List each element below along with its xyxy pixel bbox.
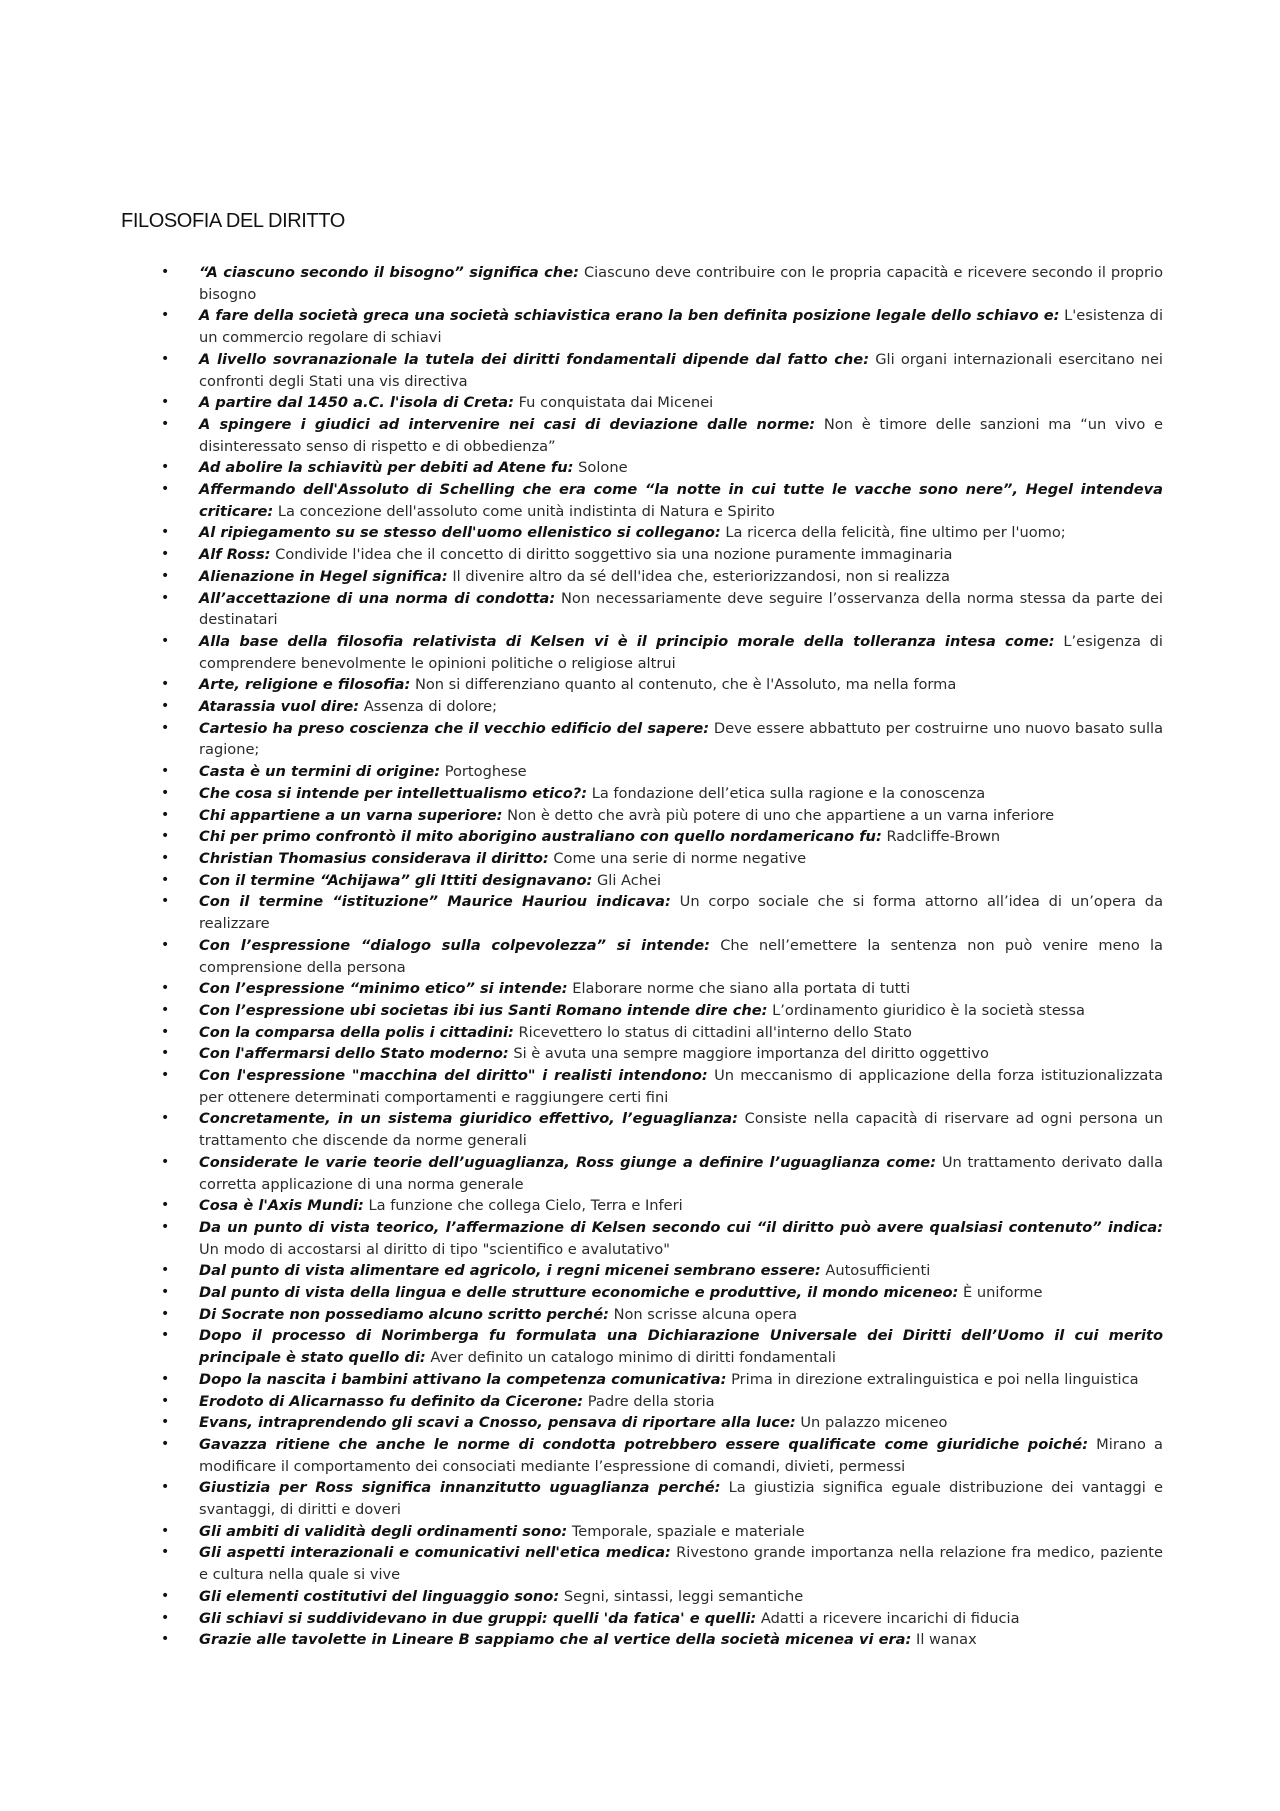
answer-text: Un corpo sociale che si forma attorno all’idea di un’opera da realizzare — [199, 893, 1164, 933]
list-item — [199, 935, 1163, 978]
list-item — [199, 848, 1163, 870]
answer-text: Non scrisse alcuna opera — [613, 1305, 798, 1323]
question-text: Affermando dell'Assoluto di Schelling che era come “la notte in cui tutte le vacche sono nere”, Hegel intendeva criticare: — [199, 481, 1163, 520]
list-item — [199, 1195, 1163, 1217]
answer-text: Solone — [578, 459, 628, 477]
list-item — [199, 1521, 1163, 1543]
answer-text: Come una serie di norme negative — [553, 849, 807, 867]
list-item — [199, 1608, 1163, 1630]
answer-text: Assenza di dolore; — [363, 698, 498, 716]
question-text: Dopo il processo di Norimberga fu formulata una Dichiarazione Universale dei Diritti dell’Uomo il cui merito principale è stato quello di: — [199, 1327, 1163, 1367]
answer-text: Un meccanismo di applicazione della forza istituzionalizzata per ottenere determinati comportamenti e raggiungere certi fini — [199, 1067, 1164, 1106]
list-item — [199, 1369, 1163, 1391]
answer-text: Radcliffe-Brown — [886, 828, 1001, 846]
list-item — [199, 1586, 1163, 1608]
question-text: “A ciascuno secondo il bisogno” significa che: — [199, 264, 579, 281]
answer-text: La concezione dell'assoluto come unità indistinta di Natura e Spirito — [277, 502, 775, 520]
question-text: Con il termine “Achijawa” gli Ittiti designavano: — [199, 871, 593, 889]
list-item — [199, 1217, 1163, 1260]
list-item — [199, 870, 1163, 892]
question-text: Evans, intraprendendo gli scavi a Cnosso, pensava di riportare alla luce: — [199, 1414, 796, 1432]
list-item — [199, 1412, 1163, 1434]
list-item — [199, 891, 1163, 934]
question-text: Ad abolire la schiavitù per debiti ad Atene fu: — [199, 459, 574, 477]
question-text: All’accettazione di una norma di condotta: — [199, 589, 556, 607]
answer-text: Un modo di accostarsi al diritto di tipo "scientifico e avalutativo" — [199, 1240, 670, 1258]
list-item — [199, 544, 1163, 566]
question-text: Alienazione in Hegel significa: — [199, 567, 448, 585]
list-item — [199, 783, 1163, 805]
list-item — [199, 1304, 1163, 1326]
list-item — [199, 1391, 1163, 1413]
list-item — [199, 761, 1163, 783]
list-item — [199, 1043, 1163, 1065]
list-item — [199, 1065, 1163, 1108]
answer-text: Padre della storia — [587, 1392, 715, 1410]
list-item — [199, 522, 1163, 544]
question-text: Christian Thomasius considerava il diritto: — [199, 849, 549, 867]
question-text: A livello sovranazionale la tutela dei diritti fondamentali dipende dal fatto che: — [199, 350, 870, 368]
question-text: Cosa è l'Axis Mundi: — [199, 1197, 364, 1215]
question-text: Con la comparsa della polis i cittadini: — [199, 1023, 514, 1041]
list-item — [199, 1108, 1163, 1151]
list-item — [199, 718, 1163, 761]
list-item — [199, 1000, 1163, 1022]
question-text: Gli aspetti interazionali e comunicativi nell'etica medica: — [199, 1544, 671, 1562]
list-item — [199, 805, 1163, 827]
question-text: Dal punto di vista alimentare ed agricolo, i regni micenei sembrano essere: — [199, 1262, 821, 1280]
list-item — [199, 978, 1163, 1000]
answer-text: Si è avuta una sempre maggiore importanza del diritto oggettivo — [513, 1045, 989, 1063]
question-text: Chi per primo confrontò il mito aborigino australiano con quello nordamericano fu: — [199, 828, 882, 846]
answer-text: Mirano a modificare il comportamento dei consociati mediante l’espressione di comandi, divieti, permessi — [199, 1435, 1164, 1475]
question-text: Che cosa si intende per intellettualismo etico?: — [199, 784, 588, 802]
list-item — [199, 1542, 1163, 1585]
answer-text: Portoghese — [444, 763, 527, 781]
answer-text: La funzione che collega Cielo, Terra e Inferi — [368, 1197, 683, 1215]
list-item — [199, 414, 1163, 457]
list-item — [199, 1325, 1163, 1368]
answer-text: L’esigenza di comprendere benevolmente le opinioni politiche o religiose altrui — [199, 632, 1163, 672]
list-item — [199, 1022, 1163, 1044]
answer-text: È uniforme — [963, 1284, 1043, 1302]
answer-text: La ricerca della felicità, fine ultimo per l'uomo; — [725, 524, 1066, 542]
question-text: A spingere i giudici ad intervenire nei casi di deviazione dalle norme: — [199, 415, 816, 433]
question-text: Concretamente, in un sistema giuridico effettivo, l’eguaglianza: — [199, 1110, 738, 1128]
list-item — [199, 696, 1163, 718]
question-text: Alla base della filosofia relativista di Kelsen vi è il principio morale della tolleranza intesa come: — [199, 632, 1055, 650]
answer-text: Non è detto che avrà più potere di uno che appartiene a un varna inferiore — [507, 806, 1055, 824]
list-item — [199, 349, 1163, 392]
question-text: Gli elementi costitutivi del linguaggio sono: — [199, 1587, 560, 1605]
question-text: Erodoto di Alicarnasso fu definito da Cicerone: — [199, 1392, 584, 1410]
question-text: Gli ambiti di validità degli ordinamenti sono: — [199, 1522, 568, 1540]
list-item — [199, 631, 1163, 674]
answer-text: Un trattamento derivato dalla corretta applicazione di una norma generale — [199, 1153, 1164, 1193]
question-text: Considerate le varie teorie dell’uguaglianza, Ross giunge a definire l’uguaglianza come: — [199, 1153, 937, 1171]
answer-text: Segni, sintassi, leggi semantiche — [563, 1587, 804, 1605]
question-text: Dopo la nascita i bambini attivano la competenza comunicativa: — [199, 1370, 727, 1388]
question-text: Con l’espressione ubi societas ibi ius Santi Romano intende dire che: — [199, 1001, 768, 1019]
question-text: Chi appartiene a un varna superiore: — [199, 806, 503, 824]
document-title: FILOSOFIA DEL DIRITTO — [121, 210, 345, 232]
answer-text: Il wanax — [916, 1631, 977, 1649]
list-item — [199, 457, 1163, 479]
question-text: Con l’espressione “minimo etico” si intende: — [199, 980, 568, 998]
answer-text: L’ordinamento giuridico è la società stessa — [772, 1001, 1085, 1019]
answer-text: Aver definito un catalogo minimo di diritti fondamentali — [430, 1349, 836, 1367]
answer-text: Deve essere abbattuto per costruirne uno nuovo basato sulla ragione; — [199, 719, 1164, 759]
answer-text: Ciascuno deve contribuire con le propria capacità e ricevere secondo il proprio bisogno — [199, 264, 1163, 303]
question-text: Cartesio ha preso coscienza che il vecchio edificio del sapere: — [199, 719, 710, 737]
answer-text: Temporale, spaziale e materiale — [571, 1522, 805, 1540]
answer-text: Consiste nella capacità di riservare ad ogni persona un trattamento che discende da norme generali — [199, 1110, 1163, 1150]
question-text: Atarassia vuol dire: — [199, 698, 360, 716]
question-text: Giustizia per Ross significa innanzitutto uguaglianza perché: — [199, 1479, 721, 1497]
question-text: Con il termine “istituzione” Maurice Hauriou indicava: — [199, 893, 671, 911]
question-text: Alf Ross: — [199, 546, 271, 564]
list-item — [199, 826, 1163, 848]
question-text: Da un punto di vista teorico, l’affermazione di Kelsen secondo cui “il diritto può avere qualsiasi contenuto” indica: — [199, 1218, 1163, 1236]
question-text: A partire dal 1450 a.C. l'isola di Creta: — [199, 394, 514, 412]
answer-text: Non si differenziano quanto al contenuto, che è l'Assoluto, ma nella forma — [414, 676, 957, 694]
answer-text: Prima in direzione extralinguistica e poi nella linguistica — [731, 1370, 1139, 1388]
question-text: Di Socrate non possediamo alcuno scritto perché: — [199, 1305, 609, 1323]
question-text: Gavazza ritiene che anche le norme di condotta potrebbero essere qualificate come giuridiche poiché: — [199, 1435, 1089, 1453]
answer-text: La giustizia significa eguale distribuzione dei vantaggi e svantaggi, di diritti e doveri — [199, 1479, 1164, 1519]
answer-text: Elaborare norme che siano alla portata di tutti — [572, 980, 911, 998]
question-text: Al ripiegamento su se stesso dell'uomo ellenistico si collegano: — [199, 524, 721, 542]
list-item — [199, 392, 1163, 414]
answer-text: Che nell’emettere la sentenza non può venire meno la comprensione della persona — [199, 936, 1163, 976]
list-item — [199, 674, 1163, 696]
answer-text: Non necessariamente deve seguire l’osservanza della norma stessa da parte dei destinatari — [199, 589, 1163, 629]
list-item — [199, 1282, 1163, 1304]
answer-text: Autosufficienti — [825, 1262, 931, 1280]
list-item — [199, 588, 1163, 631]
list-item — [199, 1152, 1163, 1195]
question-text: Arte, religione e filosofia: — [199, 676, 411, 694]
answer-text: L'esistenza di un commercio regolare di schiavi — [199, 307, 1164, 347]
answer-text: Fu conquistata dai Micenei — [518, 394, 714, 412]
list-item — [199, 262, 1163, 305]
list-item — [199, 305, 1163, 348]
question-text: Dal punto di vista della lingua e delle strutture economiche e produttive, il mondo miceneo: — [199, 1284, 959, 1302]
list-item — [199, 1477, 1163, 1520]
question-text: Gli schiavi si suddividevano in due gruppi: quelli 'da fatica' e quelli: — [199, 1609, 757, 1627]
question-text: A fare della società greca una società schiavistica erano la ben definita posizione legale dello schiavo e: — [199, 307, 1060, 325]
answer-text: Il divenire altro da sé dell'idea che, esteriorizzandosi, non si realizza — [452, 567, 950, 585]
answer-text: Condivide l'idea che il concetto di diritto soggettivo sia una nozione puramente immaginaria — [275, 546, 953, 564]
list-item — [199, 566, 1163, 588]
answer-text: La fondazione dell’etica sulla ragione e la conoscenza — [591, 784, 986, 802]
answer-text: Gli organi internazionali esercitano nei confronti degli Stati una vis directiva — [199, 350, 1163, 390]
answer-text: Rivestono grande importanza nella relazione fra medico, paziente e cultura nella quale si vive — [199, 1544, 1163, 1584]
list-item — [199, 1260, 1163, 1282]
question-text: Grazie alle tavolette in Lineare B sappiamo che al vertice della società micenea vi era: — [199, 1631, 912, 1649]
question-text: Con l'affermarsi dello Stato moderno: — [199, 1045, 509, 1063]
list-item — [199, 479, 1163, 522]
list-item — [199, 1629, 1163, 1651]
question-text: Casta è un termini di origine: — [199, 763, 441, 781]
question-text: Con l'espressione "macchina del diritto" i realisti intendono: — [199, 1067, 708, 1085]
answer-text: Adatti a ricevere incarichi di fiducia — [760, 1609, 1020, 1627]
answer-text: Non è timore delle sanzioni ma “un vivo e disinteressato senso di rispetto e di obbedienza” — [199, 415, 1163, 455]
answer-text: Un palazzo miceneo — [800, 1414, 948, 1432]
question-text: Con l’espressione “dialogo sulla colpevolezza” si intende: — [199, 936, 710, 954]
answer-text: Gli Achei — [596, 871, 662, 889]
list-item — [199, 1434, 1163, 1477]
question-answer-list — [199, 262, 1163, 1651]
answer-text: Ricevettero lo status di cittadini all'interno dello Stato — [518, 1023, 912, 1041]
